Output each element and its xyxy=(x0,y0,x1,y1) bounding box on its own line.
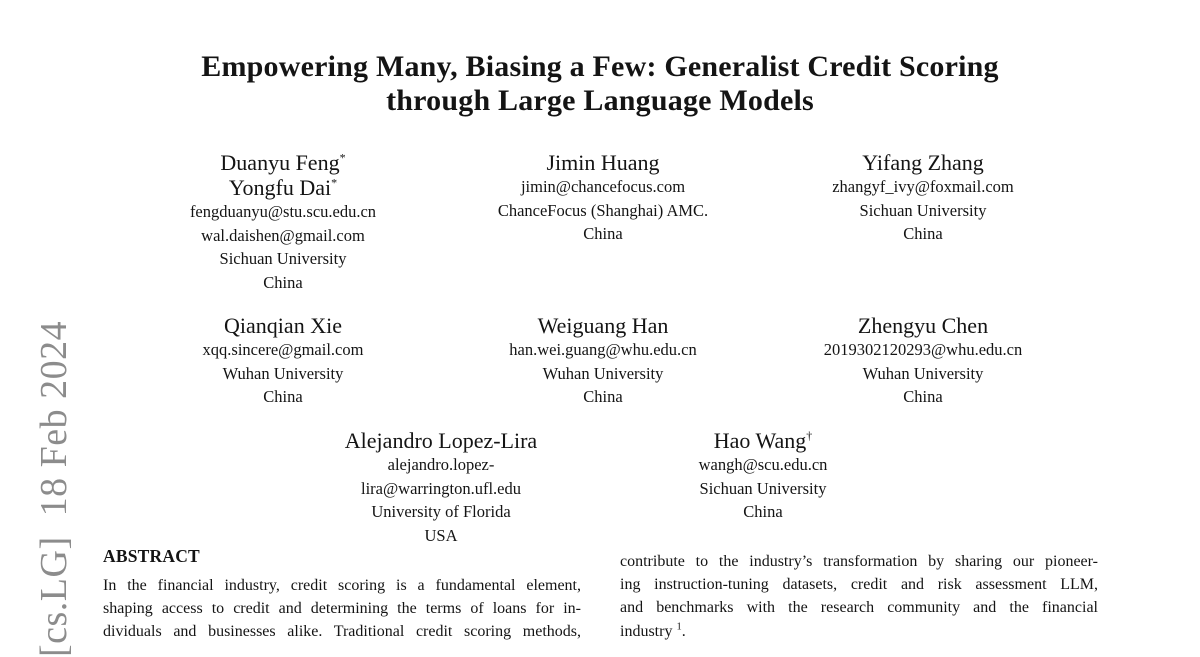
author-footnote-mark: * xyxy=(331,175,338,190)
author-name: Yongfu Dai* xyxy=(228,175,338,200)
author-name: Hao Wang† xyxy=(713,428,813,453)
abstract-line: In the financial industry, credit scoring is a fundamental element, xyxy=(103,577,581,594)
author-affiliation: China xyxy=(263,272,303,292)
author-name: Jimin Huang xyxy=(546,150,660,175)
author-affiliation: China xyxy=(903,224,943,243)
author-email: alejandro.lopez- xyxy=(387,455,495,474)
author-block xyxy=(763,313,1083,409)
author-name: Duanyu Feng* xyxy=(220,150,346,175)
author-email: jimin@chancefocus.com xyxy=(520,177,686,196)
paper-title xyxy=(0,50,1200,118)
author-affiliation: China xyxy=(903,387,943,406)
author-block xyxy=(123,313,443,409)
abstract-line: contribute to the industry’s transformation by sharing our pioneer- xyxy=(620,553,1098,570)
abstract-line: industry $^1$. xyxy=(620,621,686,640)
author-name: Weiguang Han xyxy=(537,313,669,338)
author-email: xqq.sincere@gmail.com xyxy=(202,340,364,359)
author-name: Qianqian Xie xyxy=(224,313,342,338)
footnote-superscript: 1 xyxy=(676,621,682,633)
authors-row-2 xyxy=(123,313,1083,409)
abstract-heading: ABSTRACT xyxy=(103,546,200,566)
paper-title-line1: Empowering Many, Biasing a Few: Generalist Credit Scoring xyxy=(201,50,999,83)
author-email: 2019302120293@whu.edu.cn xyxy=(823,340,1023,359)
author-email: wangh@scu.edu.cn xyxy=(698,455,828,474)
author-email: fengduanyu@stu.scu.edu.cn xyxy=(189,202,377,221)
author-block xyxy=(443,313,763,409)
author-affiliation: China xyxy=(743,502,783,521)
author-affiliation: Sichuan University xyxy=(859,200,987,220)
abstract-column-left xyxy=(103,545,581,644)
abstract-right-lines xyxy=(620,550,1098,643)
author-affiliation: Wuhan University xyxy=(222,363,344,383)
authors-row-3 xyxy=(280,428,924,547)
author-affiliation: ChanceFocus (Shanghai) AMC. xyxy=(497,200,709,220)
author-affiliation: Sichuan University xyxy=(219,249,347,268)
author-email: han.wei.guang@whu.edu.cn xyxy=(509,340,697,359)
author-name: Yifang Zhang xyxy=(862,150,984,175)
abstract-column-right xyxy=(620,550,1098,643)
author-affiliation: University of Florida xyxy=(371,502,511,521)
abstract-line: dividuals and businesses alike. Traditional credit scoring methods, xyxy=(103,623,581,641)
author-email: zhangyf_ivy@foxmail.com xyxy=(832,177,1014,196)
abstract-left-lines xyxy=(103,574,581,644)
author-block xyxy=(123,150,443,294)
author-affiliation: China xyxy=(583,387,623,406)
author-affiliation: China xyxy=(583,224,623,243)
author-block xyxy=(763,150,1083,246)
abstract-line: shaping access to credit and determining the terms of loans for in- xyxy=(103,600,581,618)
paper-title-line2: through Large Language Models xyxy=(386,84,814,117)
author-affiliation: Wuhan University xyxy=(862,363,984,383)
author-email: wal.daishen@gmail.com xyxy=(201,225,365,245)
abstract-line: and benchmarks with the research community and the financial xyxy=(620,599,1098,617)
abstract-line: ing instruction-tuning datasets, credit and risk assessment LLM, xyxy=(620,576,1098,594)
author-name: Zhengyu Chen xyxy=(857,313,989,338)
author-affiliation: Wuhan University xyxy=(542,363,664,383)
author-email: lira@warrington.ufl.edu xyxy=(361,478,521,498)
author-footnote-mark: * xyxy=(339,150,346,165)
arxiv-stamp: [cs.LG] 18 Feb 2024 xyxy=(33,320,75,657)
author-name: Alejandro Lopez-Lira xyxy=(344,428,538,453)
author-block xyxy=(280,428,602,547)
author-affiliation: China xyxy=(263,387,303,406)
authors-row-1 xyxy=(123,150,1083,294)
author-affiliation: Sichuan University xyxy=(699,478,827,498)
author-footnote-mark: † xyxy=(806,428,813,443)
author-affiliation: USA xyxy=(424,525,458,545)
author-block xyxy=(602,428,924,524)
author-block xyxy=(443,150,763,246)
